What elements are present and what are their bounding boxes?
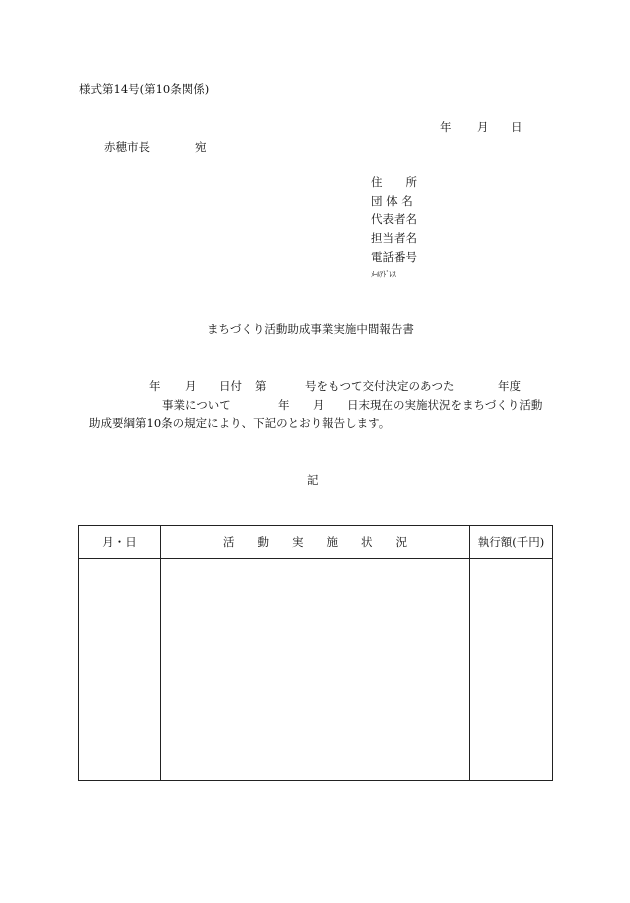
body-regulation-text: 助成要綱第10条の規定により、下記のとおり報告します。 — [89, 416, 391, 430]
date-day: 日 — [511, 120, 523, 134]
header-activity-status: 活 動 実 施 状 況 — [161, 526, 470, 559]
body-status-text: 日末現在の実施状況をまちづくり活動 — [347, 398, 543, 412]
body-year-2: 年 — [278, 398, 290, 412]
form-number: 様式第14号(第10条関係) — [79, 82, 210, 96]
header-expenditure: 執行額(千円) — [470, 526, 553, 559]
ki-marker: 記 — [307, 473, 319, 487]
body-month: 月 — [185, 379, 197, 393]
label-address: 住 所 — [371, 175, 417, 189]
date-month: 月 — [477, 120, 489, 134]
document-title: まちづくり活動助成事業実施中間報告書 — [207, 322, 414, 336]
body-decision-text: 号をもつて交付決定のあつた — [305, 379, 455, 393]
body-number-prefix: 第 — [255, 379, 267, 393]
body-project-text: 事業について — [162, 398, 231, 412]
body-date-label: 日付 — [219, 379, 242, 393]
body-fiscal-year: 年度 — [498, 379, 521, 393]
date-year: 年 — [440, 120, 452, 134]
body-year: 年 — [149, 379, 161, 393]
label-representative: 代表者名 — [371, 212, 417, 226]
table-row — [79, 559, 553, 781]
header-date: 月・日 — [79, 526, 161, 559]
activity-table — [78, 525, 553, 781]
body-month-2: 月 — [313, 398, 325, 412]
table-header-row — [79, 526, 553, 559]
label-contact-person: 担当者名 — [371, 231, 417, 245]
addressee-honorific: 宛 — [195, 140, 207, 154]
cell-date[interactable] — [79, 559, 161, 781]
cell-activity-status[interactable] — [161, 559, 470, 781]
cell-expenditure[interactable] — [470, 559, 553, 781]
label-phone: 電話番号 — [371, 250, 417, 264]
addressee-name: 赤穂市長 — [104, 140, 150, 154]
label-email: ﾒｰﾙｱﾄﾞﾚｽ — [371, 270, 396, 279]
label-organization: 団 体 名 — [371, 194, 413, 208]
